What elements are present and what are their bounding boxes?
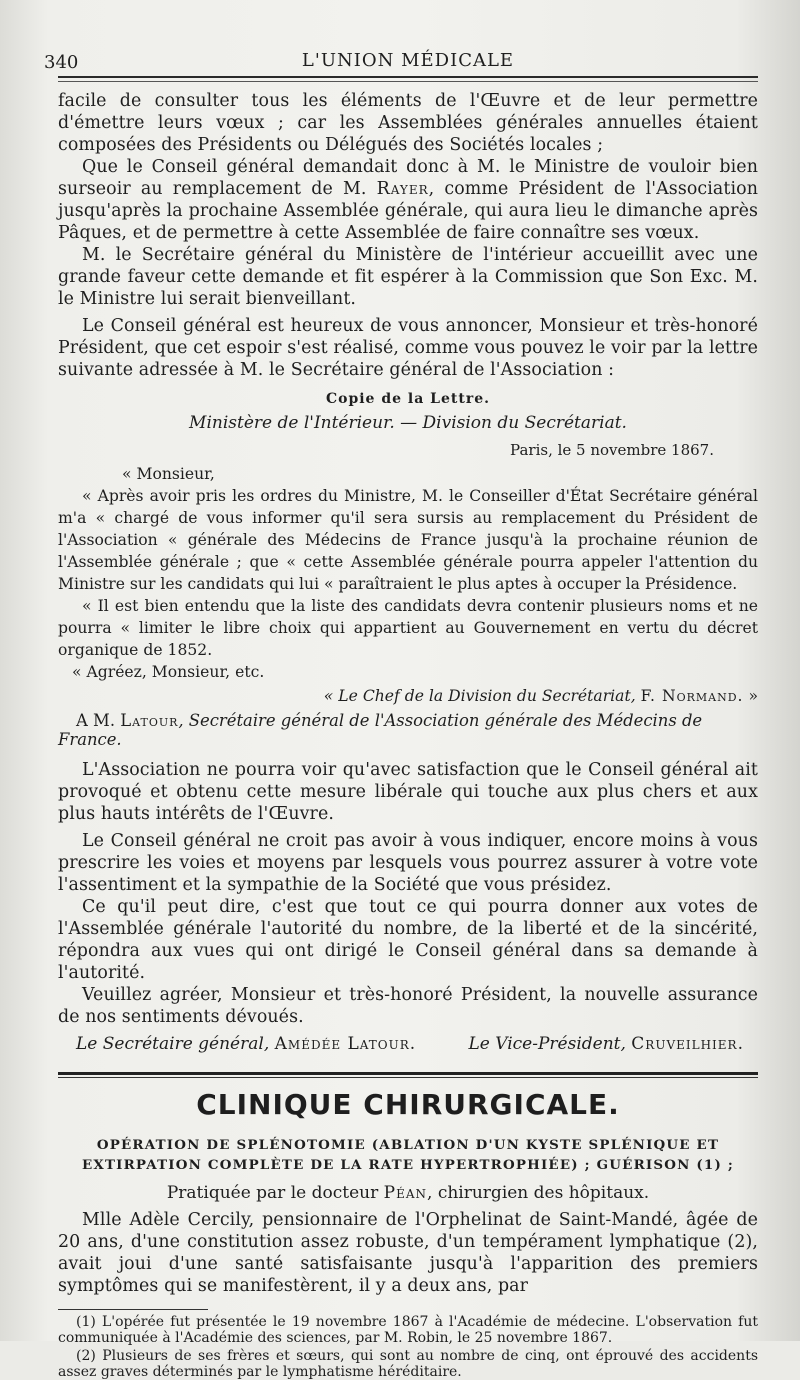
letter-address-post: , Secrétaire général de l'Association générale des Médecins de France.: [58, 711, 703, 749]
letter-signature: [58, 687, 758, 705]
footnote-2: (2) Plusieurs de ses frères et sœurs, qui sont au nombre de cinq, ont éprouvé des accidents assez graves déterminés par le lymphatisme héréditaire.: [58, 1348, 758, 1380]
letter-address-pre: A M.: [76, 711, 121, 730]
header-rule: [58, 81, 758, 82]
paragraph-6: Le Conseil général ne croit pas avoir à vous indiquer, encore moins à vous prescrire les voies et moyens par lesquels vous pourrez assurer à votre vote l'assentiment et la sympathie de la Société que vous présidez.: [58, 831, 758, 895]
journal-title: L'UNION MÉDICALE: [301, 50, 515, 71]
section-title: CLINIQUE CHIRURGICALE.: [196, 1088, 620, 1121]
signature-vp-name: Cruveilhier.: [631, 1034, 744, 1054]
name-rayer: Rayer: [376, 179, 429, 199]
letter-ministry: Ministère de l'Intérieur. — Division du Secrétariat.: [189, 413, 627, 433]
letter-address: [58, 711, 758, 749]
letter-signature-name: F. Normand.: [640, 687, 744, 705]
letter-paragraph-2: « Il est bien entendu que la liste des candidats devra contenir plusieurs noms et ne pourra « limiter le libre choix qui appartient au Gouvernement en vertu du décret organique de 1852.: [58, 597, 758, 659]
case-paragraph-1: Mlle Adèle Cercily, pensionnaire de l'Orphelinat de Saint-Mandé, âgée de 20 ans, d'une constitution assez robuste, d'un tempérament lymphatique (2), avait joui d'une santé satisfaisante jusqu'à l'apparition des premiers symptômes qui se manifestèrent, il y a deux ans, par: [58, 1210, 758, 1296]
paragraph-4: Le Conseil général est heureux de vous annoncer, Monsieur et très-honoré Président, que cet espoir s'est réalisé, comme vous pouvez le voir par la lettre suivante adressée à M. le Secrétaire général de l'Association :: [58, 316, 758, 380]
paragraph-2-text-a: Que le Conseil général demandait donc à M. le Ministre de vouloir bien surseoir au remplacement de M.: [58, 157, 758, 199]
section-rule-bottom: [58, 1077, 758, 1078]
signature-vice-president: [468, 1034, 744, 1054]
paragraph-1: facile de consulter tous les éléments de l'Œuvre et de leur permettre d'émettre leurs vœux ; car les Assemblées générales annuelles étaient composées des Présidents ou Délégués des Sociétés locales ;: [58, 91, 758, 155]
name-pean: Péan: [383, 1183, 428, 1203]
paragraph-2: [58, 156, 758, 244]
signature-secretary-role: Le Secrétaire général,: [76, 1034, 270, 1054]
letter-salutation: « Monsieur,: [122, 465, 215, 483]
letter-paragraph-1: « Après avoir pris les ordres du Ministre, M. le Conseiller d'État Secrétaire général m'a « chargé de vous informer qu'il sera sursis au remplacement du Président de l'Association « générale des Médecins de France jusqu'à la prochaine réunion de l'Assemblée générale ; que « cette Assemblée générale pourra appeler l'attention du Ministre sur les candidats qui lui « paraîtraient le plus aptes à occuper la Présidence.: [58, 487, 758, 593]
signature-secretary: [76, 1034, 416, 1054]
section-rule-top: [58, 1072, 758, 1075]
footnote-rule: [58, 1309, 208, 1310]
operation-title: OPÉRATION DE SPLÉNOTOMIE (ABLATION D'UN KYSTE SPLÉNIQUE ET EXTIRPATION COMPLÈTE DE LA RATE HYPERTROPHIÉE) ; GUÉRISON (1) ;: [81, 1137, 734, 1173]
paragraph-3: M. le Secrétaire général du Ministère de l'intérieur accueillit avec une grande faveur cette demande et fit espérer à la Commission que Son Exc. M. le Ministre lui serait bienveillant.: [58, 245, 758, 309]
operation-surgeon-post: , chirurgien des hôpitaux.: [427, 1183, 650, 1203]
letter-signature-close: »: [743, 687, 758, 705]
paragraph-5: L'Association ne pourra voir qu'avec satisfaction que le Conseil général ait provoqué et obtenu cette mesure libérale qui touche aux plus chers et aux plus hauts intérêts de l'Œuvre.: [58, 760, 758, 824]
paragraph-2-text-b: , comme Président de l'Association jusqu'après la prochaine Assemblée générale, qui aura lieu le dimanche après Pâques, et de permettre à cette Assemblée de faire connaître ses vœux.: [58, 179, 758, 243]
signatures: [58, 1034, 758, 1058]
signature-vp-role: Le Vice-Président,: [468, 1034, 626, 1054]
footnote-1: (1) L'opérée fut présentée le 19 novembre 1867 à l'Académie de médecine. L'observation fut communiquée à l'Académie des sciences, par M. Robin, le 25 novembre 1867.: [58, 1314, 758, 1346]
page-content: [44, 46, 758, 1380]
paragraph-8: Veuillez agréer, Monsieur et très-honoré Président, la nouvelle assurance de nos sentiments dévoués.: [58, 985, 758, 1027]
letter-closing: « Agréez, Monsieur, etc.: [72, 663, 265, 681]
name-latour: Latour: [120, 711, 179, 730]
paragraph-7: Ce qu'il peut dire, c'est que tout ce qui pourra donner aux votes de l'Assemblée générale l'autorité du nombre, de la liberté et de la sincérité, répondra aux vues qui ont dirigé le Conseil général dans sa demande à l'autorité.: [58, 897, 758, 983]
signature-secretary-name: Amédée Latour.: [274, 1034, 417, 1054]
operation-surgeon-pre: Pratiquée par le docteur: [166, 1183, 384, 1203]
letter-signature-role: « Le Chef de la Division du Secrétariat,: [323, 687, 636, 705]
letter-date: Paris, le 5 novembre 1867.: [510, 441, 714, 459]
operation-surgeon: [58, 1183, 758, 1203]
running-header: [44, 46, 758, 78]
page-number: 340: [44, 52, 79, 73]
letter-heading: Copie de la Lettre.: [325, 391, 491, 407]
